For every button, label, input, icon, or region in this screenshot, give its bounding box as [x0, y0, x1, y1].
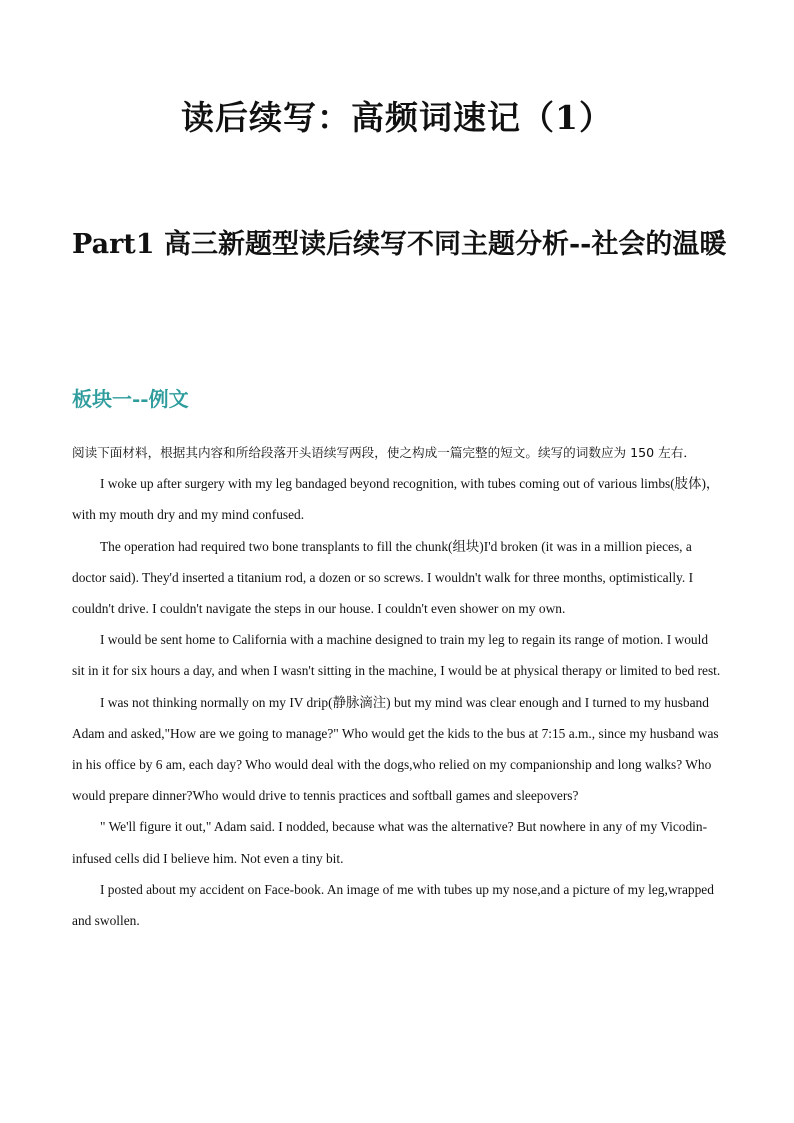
instruction-paragraph: 阅读下面材料，根据其内容和所给段落开头语续写两段，使之构成一篇完整的短文。续写的词数应为 150 左右．: [72, 445, 696, 460]
story-paragraph: I would be sent home to California with a machine designed to train my leg to regain its range of motion. I would sit in it for six hours a day, and when I wasn't sitting in the machine, I would be at physical therapy or limited to bed rest.: [72, 632, 721, 679]
body-text: [72, 437, 724, 936]
story-paragraph: The operation had required two bone transplants to fill the chunk(组块)I'd broken (it was in a million pieces, a doctor said). They'd inserted a titanium rod, a dozen or so screws. I wouldn't walk for three months, optimistically. I couldn't drive. I couldn't navigate the steps in our house. I couldn't even shower on my own.: [72, 538, 694, 617]
story-paragraph: I was not thinking normally on my IV drip(静脉滴注) but my mind was clear enough and I turned to my husband Adam and asked,"How are we going to manage?" Who would get the kids to the bus at 7:15 a.m., since my husband was in his office by 6 am, each day? Who would deal with the dogs,who relied on my companionship and long walks? Who would prepare dinner?Who would drive to tennis practices and softball games and sleepovers?: [72, 694, 719, 804]
section-heading: 板块一--例文: [72, 387, 189, 411]
document-title: 读后续写：高频词速记（1）: [181, 98, 613, 137]
part-heading: Part1 高三新题型读后续写不同主题分析--社会的温暖: [72, 229, 727, 260]
story-paragraph: " We'll figure it out," Adam said. I nodded, because what was the alternative? But nowhere in any of my Vicodin-infused cells did I believe him. Not even a tiny bit.: [72, 819, 708, 866]
story-paragraph: I posted about my accident on Face-book. An image of me with tubes up my nose,and a picture of my leg,wrapped and swollen.: [72, 881, 714, 929]
story-paragraph: I woke up after surgery with my leg bandaged beyond recognition, with tubes coming out of various limbs(肢体)，with my mouth dry and my mind confused.: [72, 476, 720, 523]
